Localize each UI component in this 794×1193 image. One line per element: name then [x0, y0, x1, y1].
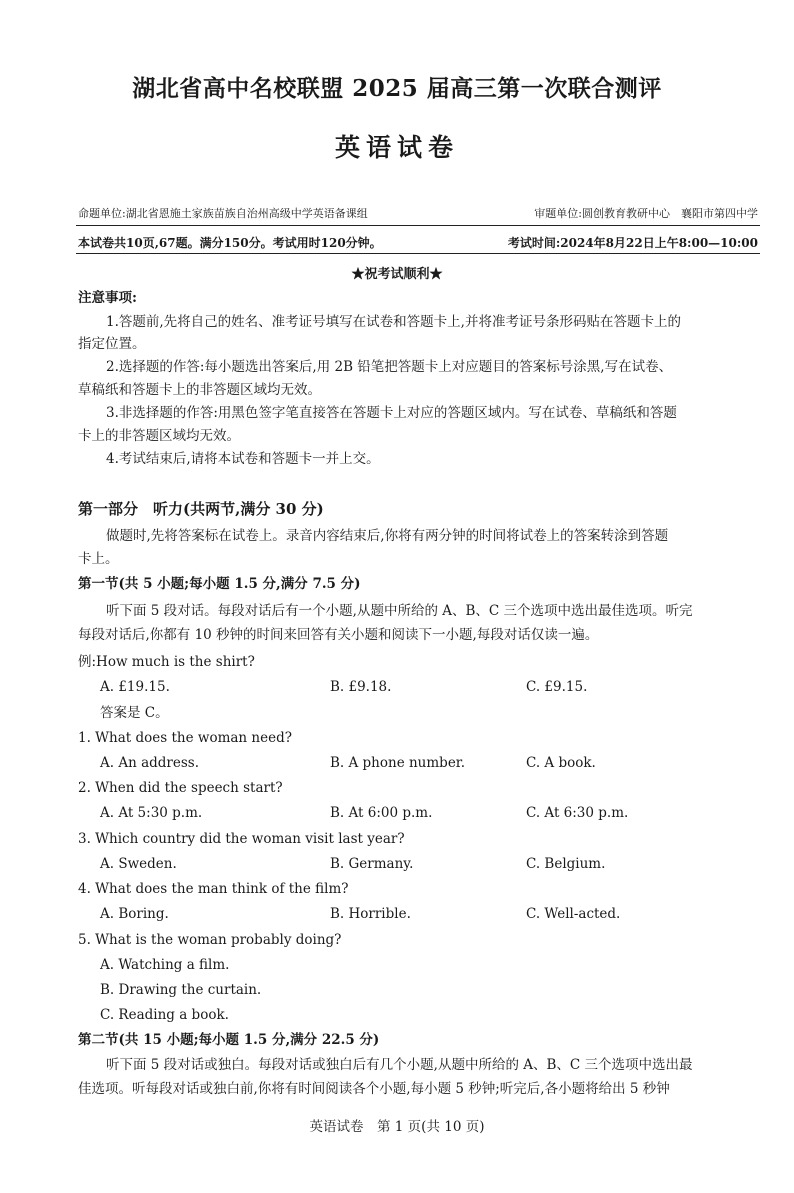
- question-5: 5. What is the woman probably doing?: [78, 932, 342, 948]
- option-b: B. A phone number.: [330, 755, 466, 771]
- option-b: B. Germany.: [330, 856, 414, 872]
- exam-info-row: [78, 234, 758, 251]
- option-c: C. Well-acted.: [526, 906, 621, 922]
- divider-line: [76, 253, 760, 254]
- notice-line: 4.考试结束后,请将本试卷和答题卡一并上交。: [106, 451, 380, 467]
- review-unit: 审题单位:圆创教育教研中心 襄阳市第四中学: [534, 207, 758, 220]
- exam-time: 考试时间:2024年8月22日上午8:00—10:00: [507, 236, 758, 250]
- option-a: A. At 5:30 p.m.: [100, 805, 203, 821]
- notice-line: 卡上的非答题区域均无效。: [78, 428, 240, 444]
- option-c: C. £9.15.: [526, 679, 588, 695]
- part1-intro: 做题时,先将答案标在试卷上。录音内容结束后,你将有两分钟的时间将试卷上的答案转涂到答题: [106, 528, 669, 544]
- question-2: 2. When did the speech start?: [78, 780, 283, 796]
- part1-intro: 卡上。: [78, 551, 119, 567]
- example-question: 例:How much is the shirt?: [78, 654, 255, 670]
- option-b: B. Horrible.: [330, 906, 411, 922]
- question-3: 3. Which country did the woman visit last year?: [78, 831, 405, 847]
- option-b: B. £9.18.: [330, 679, 392, 695]
- option-c: C. At 6:30 p.m.: [526, 805, 629, 821]
- section2-instructions: 听下面 5 段对话或独白。每段对话或独白后有几个小题,从题中所给的 A、B、C 三个选项中选出最: [106, 1057, 693, 1073]
- part1-heading: 第一部分 听力(共两节,满分 30 分): [78, 500, 324, 518]
- section2-instructions: 佳选项。听每段对话或独白前,你将有时间阅读各个小题,每小题 5 秒钟;听完后,各小题将给出 5 秒钟: [78, 1081, 670, 1097]
- section1-heading: 第一节(共 5 小题;每小题 1.5 分,满分 7.5 分): [78, 576, 361, 592]
- option-a: A. Boring.: [100, 906, 169, 922]
- section2-heading: 第二节(共 15 小题;每小题 1.5 分,满分 22.5 分): [78, 1032, 380, 1048]
- option-c: C. Reading a book.: [100, 1007, 229, 1023]
- option-a: A. Sweden.: [100, 856, 177, 872]
- notice-line: 3.非选择题的作答:用黑色签字笔直接答在答题卡上对应的答题区域内。写在试卷、草稿纸和答题: [106, 405, 677, 421]
- notice-line: 草稿纸和答题卡上的非答题区域均无效。: [78, 382, 321, 398]
- question-4: 4. What does the man think of the film?: [78, 881, 349, 897]
- paper-info: 本试卷共10页,67题。满分150分。考试用时120分钟。: [78, 236, 382, 250]
- good-luck-banner: ★祝考试顺利★: [351, 267, 443, 282]
- option-b: B. At 6:00 p.m.: [330, 805, 433, 821]
- notice-line: 1.答题前,先将自己的姓名、准考证号填写在试卷和答题卡上,并将准考证号条形码贴在答题卡上的: [106, 314, 681, 330]
- section1-instructions: 每段对话后,你都有 10 秒钟的时间来回答有关小题和阅读下一小题,每段对话仅读一遍。: [78, 627, 599, 643]
- divider-line: [76, 225, 760, 226]
- exam-subject: 英语试卷: [334, 133, 459, 162]
- exam-title: 湖北省高中名校联盟 2025 届高三第一次联合测评: [132, 75, 662, 102]
- option-c: C. Belgium.: [526, 856, 606, 872]
- example-answer: 答案是 C。: [100, 705, 169, 721]
- author-info-row: [78, 205, 758, 221]
- option-c: C. A book.: [526, 755, 596, 771]
- option-a: A. £19.15.: [100, 679, 170, 695]
- section1-instructions: 听下面 5 段对话。每段对话后有一个小题,从题中所给的 A、B、C 三个选项中选出最佳选项。听完: [106, 603, 693, 619]
- option-a: A. An address.: [100, 755, 199, 771]
- notice-line: 2.选择题的作答:每小题选出答案后,用 2B 铅笔把答题卡上对应题目的答案标号涂黑,写在试卷、: [106, 359, 673, 375]
- option-b: B. Drawing the curtain.: [100, 982, 262, 998]
- question-1: 1. What does the woman need?: [78, 730, 292, 746]
- author-unit: 命题单位:湖北省恩施土家族苗族自治州高级中学英语备课组: [78, 207, 368, 220]
- option-a: A. Watching a film.: [100, 957, 230, 973]
- notice-heading: 注意事项:: [78, 290, 137, 306]
- page-footer: 英语试卷 第 1 页(共 10 页): [309, 1119, 485, 1135]
- notice-line: 指定位置。: [78, 336, 146, 352]
